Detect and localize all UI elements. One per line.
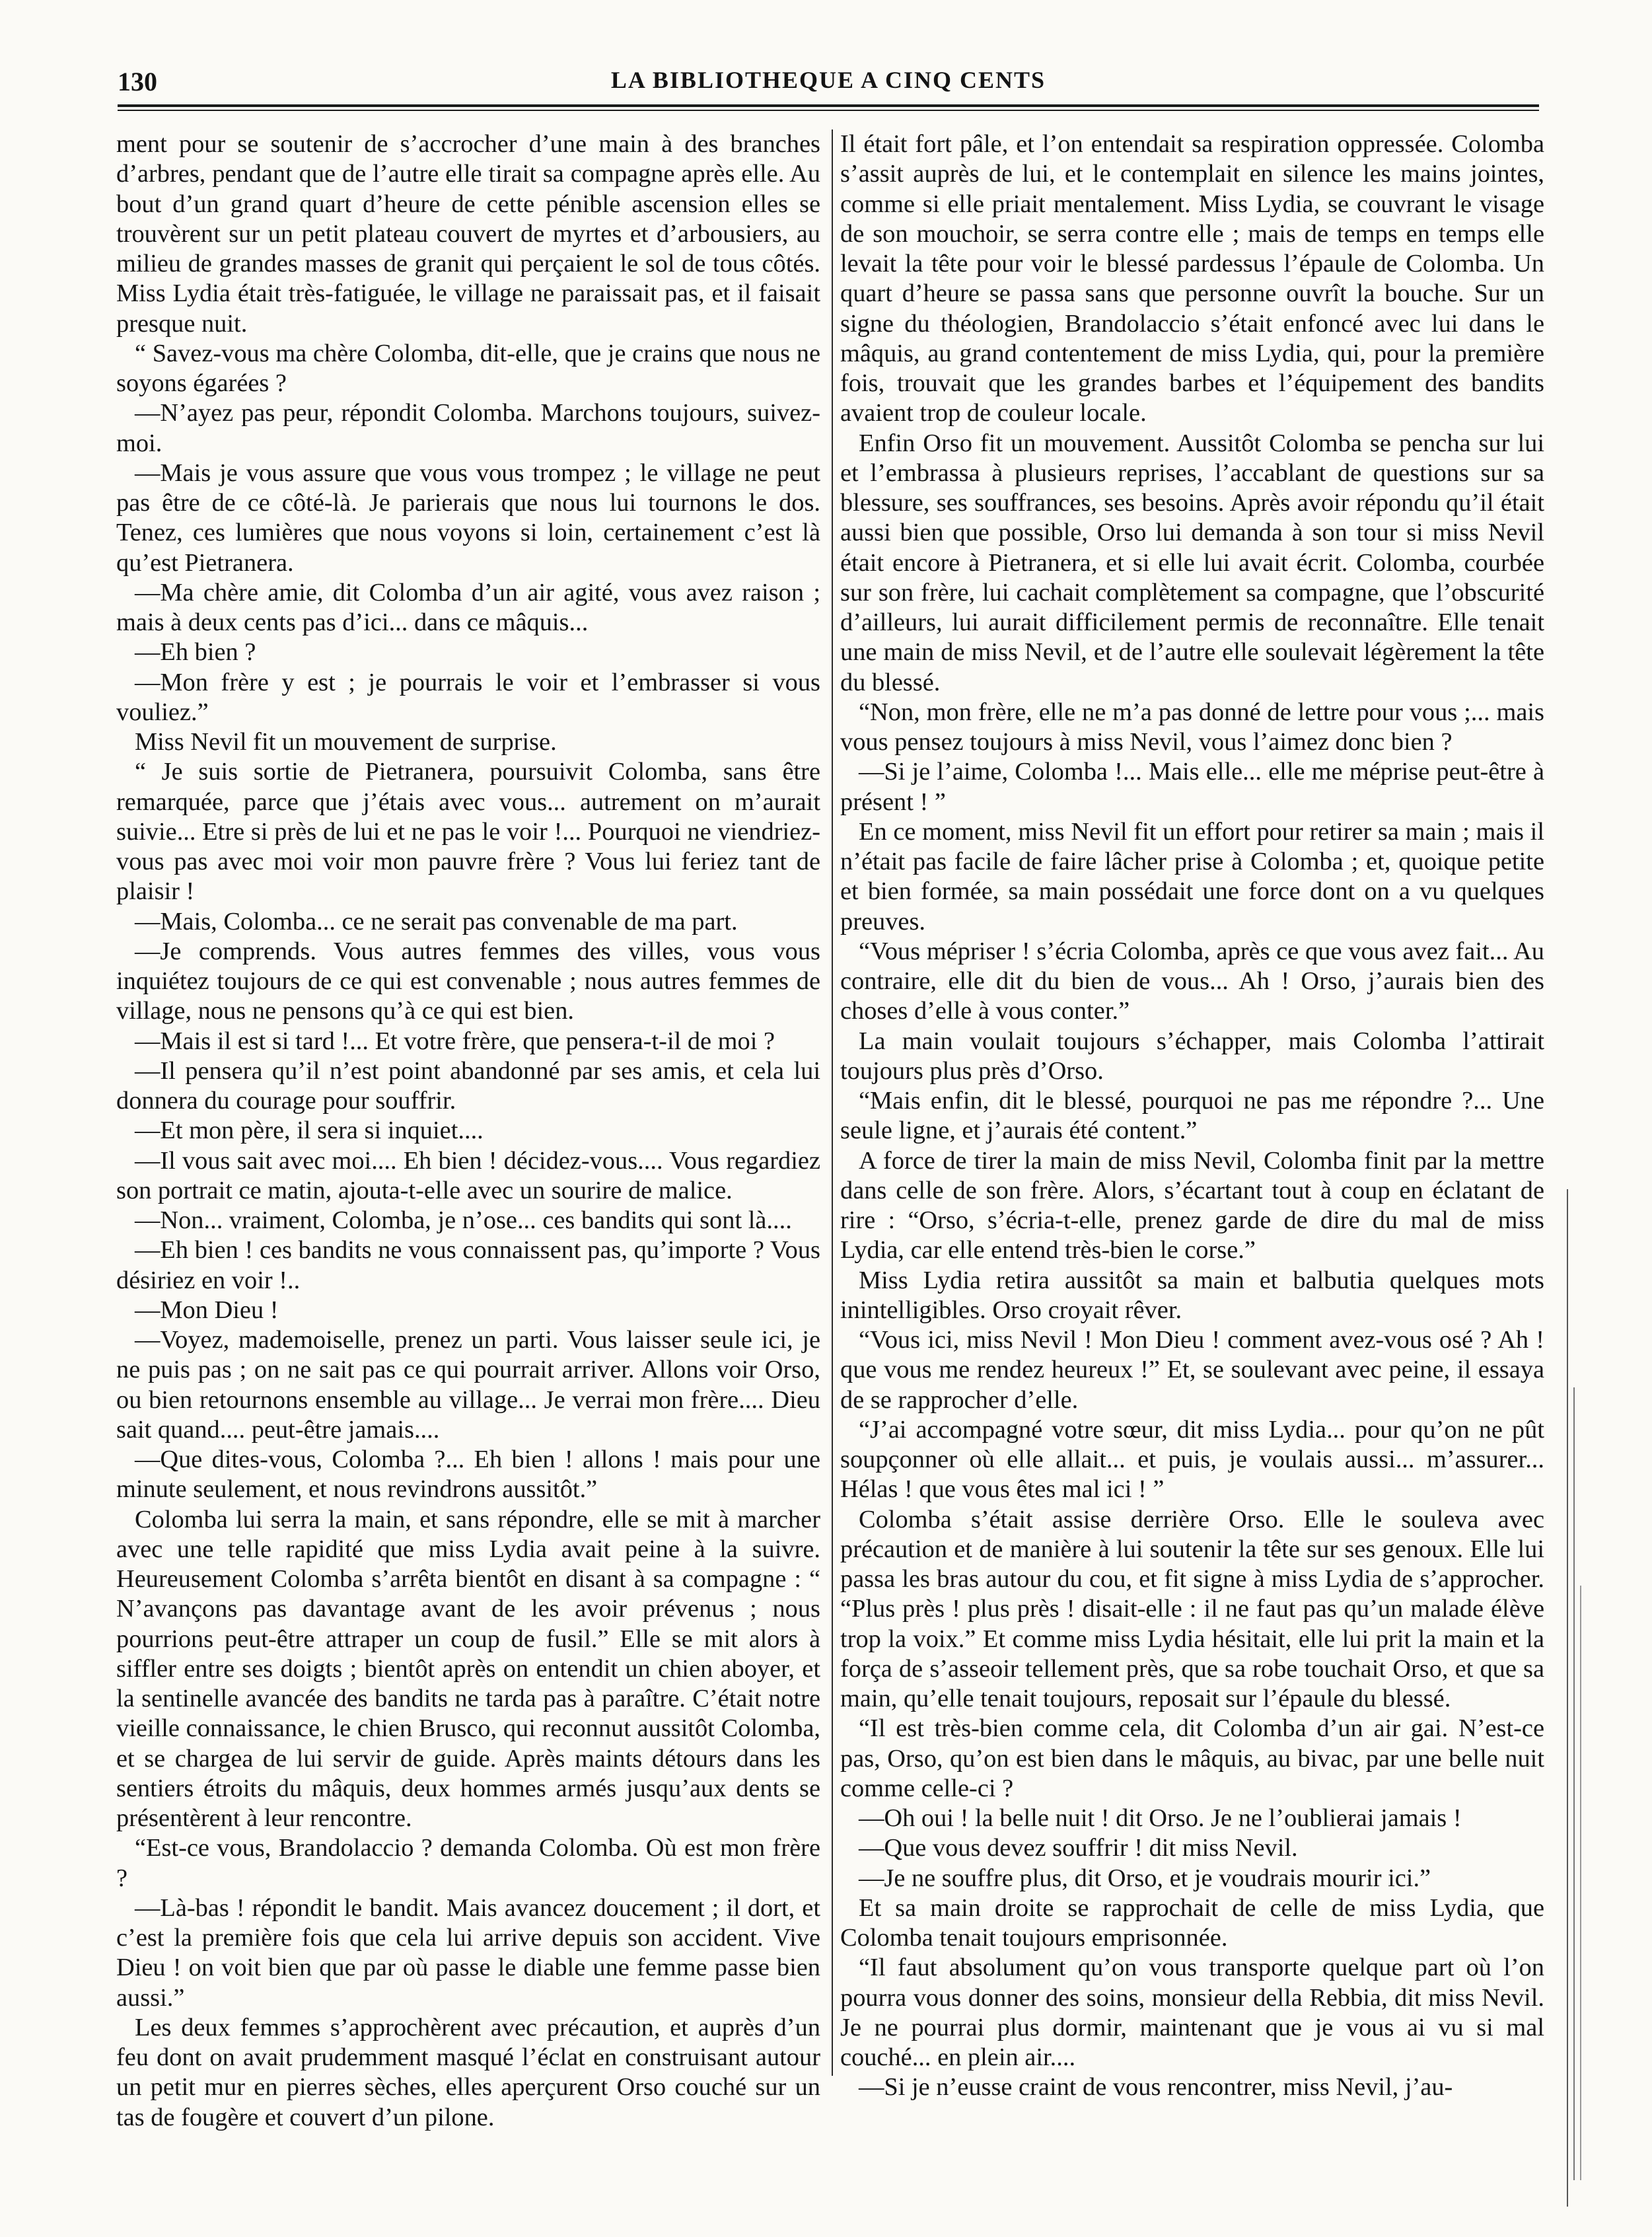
paragraph: “Vous mépriser ! s’écria Colomba, après ce que vous avez fait... Au contraire, elle dit du bien de vous... Ah ! Orso, j’aurais bien des choses d’elle à vous conter.” bbox=[840, 937, 1544, 1025]
right-column bbox=[840, 129, 1544, 2103]
paragraph: —Il pensera qu’il n’est point abandonné par ses amis, et cela lui donnera du courage pour souffrir. bbox=[116, 1056, 820, 1115]
left-column bbox=[116, 129, 820, 2133]
paragraph: —Je comprends. Vous autres femmes des villes, vous vous inquiétez toujours de ce qui est convenable ; nous autres femmes de village, nous ne pensons qu’à ce qui est bien. bbox=[116, 937, 820, 1025]
paragraph: “Mais enfin, dit le blessé, pourquoi ne pas me répondre ?... Une seule ligne, et j’aurais été content.” bbox=[840, 1087, 1544, 1145]
paragraph: —Eh bien ! ces bandits ne vous connaissent pas, qu’importe ? Vous désiriez en voir !.. bbox=[116, 1236, 820, 1294]
paragraph: Enfin Orso fit un mouvement. Aussitôt Colomba se pencha sur lui et l’embrassa à plusieurs reprises, l’accablant de questions sur sa blessure, ses souffrances, ses besoins. Après avoir répondu qu’il était aussi bien que possible, Orso lui demanda à son tour si miss Nevil était encore à Pietranera, et si elle lui avait écrit. Colomba, courbée sur son frère, lui cachait complètement sa compagne, que l’obscurité d’ailleurs, lui aurait difficilement permis de reconnaître. Elle tenait une main de miss Nevil, et de l’autre elle soulevait légèrement la tête du blessé. bbox=[840, 429, 1544, 696]
paragraph: “Vous ici, miss Nevil ! Mon Dieu ! comment avez-vous osé ? Ah ! que vous me rendez heureux !” Et, se soulevant avec peine, il essaya de se rapprocher d’elle. bbox=[840, 1326, 1544, 1414]
paragraph: —Voyez, mademoiselle, prenez un parti. Vous laisser seule ici, je ne puis pas ; on ne sait pas ce qui pourrait arriver. Allons voir Orso, ou bien retournons ensemble au village... Je verrai mon frère.... Dieu sait quand.... peut-être jamais.... bbox=[116, 1326, 820, 1444]
paragraph: —Mais, Colomba... ce ne serait pas convenable de ma part. bbox=[135, 907, 738, 935]
paragraph: —Mais je vous assure que vous vous trompez ; le village ne peut pas être de ce côté-là. Je parierais que nous lui tournons le dos. Tenez, ces lumières que nous voyons si loin, certainement c’est là qu’est Pietranera. bbox=[116, 458, 820, 577]
paragraph: Les deux femmes s’approchèrent avec précaution, et auprès d’un feu dont on avait prudemment masqué l’éclat en construisant autour un petit mur en pierres sèches, elles aperçurent Orso couché sur un tas de fougère et couvert d’un pilone. bbox=[116, 2013, 820, 2131]
paragraph: —Il vous sait avec moi.... Eh bien ! décidez-vous.... Vous regardiez son portrait ce matin, ajouta-t-elle avec un sourire de malice. bbox=[116, 1146, 820, 1204]
paragraph: “Il est très-bien comme cela, dit Colomba d’un air gai. N’est-ce pas, Orso, qu’on est bien dans le mâquis, au bivac, par une belle nuit comme celle-ci ? bbox=[840, 1714, 1544, 1802]
paragraph: La main voulait toujours s’échapper, mais Colomba l’attirait toujours plus près d’Orso. bbox=[840, 1027, 1544, 1085]
paragraph: ment pour se soutenir de s’accrocher d’une main à des branches d’arbres, pendant que de l’autre elle tirait sa compagne après elle. Au bout d’un grand quart d’heure de cette pénible ascension elles se trouvèrent sur un petit plateau couvert de myrtes et d’arbousiers, au milieu de grandes masses de granit qui perçaient le sol de tous côtés. Miss Lydia était très-fatiguée, le village ne paraissait pas, et il faisait presque nuit. bbox=[116, 130, 820, 338]
paragraph: “Il faut absolument qu’on vous transporte quelque part où l’on pourra vous donner des soins, monsieur della Rebbia, dit miss Nevil. Je ne pourrai plus dormir, maintenant que je vous ai vu si mal couché... en plein air.... bbox=[840, 1954, 1544, 2071]
paragraph: —Eh bien ? bbox=[135, 638, 256, 667]
paragraph: —Mais il est si tard !... Et votre frère, que pensera-t-il de moi ? bbox=[135, 1027, 775, 1055]
paragraph: —Oh oui ! la belle nuit ! dit Orso. Je ne l’oublierai jamais ! bbox=[859, 1804, 1462, 1832]
paragraph: Colomba lui serra la main, et sans répondre, elle se mit à marcher avec une telle rapidité que miss Lydia avait peine à la suivre. Heureusement Colomba s’arrêta bientôt en disant à sa compagne : “ N’avançons pas davantage avant de les avoir prévenus ; nous pourrions peut-être attraper un coup de fusil.” Elle se mit alors à siffler entre ses doigts ; bientôt après on entendit un chien aboyer, et la sentinelle avancée des bandits ne tarda pas à paraître. C’était notre vieille connaissance, le chien Brusco, qui reconnut aussitôt Colomba, et se chargea de lui servir de guide. Après maints détours dans les sentiers étroits du mâquis, deux hommes armés jusqu’aux dents se présentèrent à leur rencontre. bbox=[116, 1505, 820, 1832]
running-title: LA BIBLIOTHEQUE A CINQ CENTS bbox=[610, 67, 1046, 93]
paragraph: En ce moment, miss Nevil fit un effort pour retirer sa main ; mais il n’était pas facile de faire lâcher prise à Colomba ; et, quoique petite et bien formée, sa main possédait une force dont on a vu quelques preuves. bbox=[840, 817, 1544, 935]
paragraph: “Non, mon frère, elle ne m’a pas donné de lettre pour vous ;... mais vous pensez toujours à miss Nevil, vous l’aimez donc bien ? bbox=[840, 698, 1544, 756]
paragraph: Miss Lydia retira aussitôt sa main et balbutia quelques mots inintelligibles. Orso croyait rêver. bbox=[840, 1266, 1544, 1324]
paragraph: —Mon Dieu ! bbox=[135, 1296, 279, 1324]
header-rule-thin bbox=[118, 110, 1539, 111]
paragraph: —N’ayez pas peur, répondit Colomba. Marchons toujours, suivez-moi. bbox=[116, 399, 820, 457]
paragraph: —Là-bas ! répondit le bandit. Mais avancez doucement ; il dort, et c’est la première fois que cela lui arrive depuis son accident. Vive Dieu ! on voit bien que par où passe le diable une femme passe bien aussi.” bbox=[116, 1893, 820, 2012]
paragraph: “Est-ce vous, Brandolaccio ? demanda Colomba. Où est mon frère ? bbox=[116, 1834, 820, 1892]
paragraph: —Je ne souffre plus, dit Orso, et je voudrais mourir ici.” bbox=[859, 1864, 1431, 1892]
paragraph: —Non... vraiment, Colomba, je n’ose... ces bandits qui sont là.... bbox=[135, 1206, 792, 1234]
paragraph: —Que dites-vous, Colomba ?... Eh bien ! allons ! mais pour une minute seulement, et nous revindrons aussitôt.” bbox=[116, 1446, 820, 1504]
paragraph: —Si je l’aime, Colomba !... Mais elle... elle me méprise peut-être à présent ! ” bbox=[840, 758, 1544, 816]
paragraph: —Ma chère amie, dit Colomba d’un air agité, vous avez raison ; mais à deux cents pas d’ici... dans ce mâquis... bbox=[116, 578, 820, 636]
paragraph: —Que vous devez souffrir ! dit miss Nevil. bbox=[859, 1834, 1298, 1862]
paragraph: Miss Nevil fit un mouvement de surprise. bbox=[135, 728, 557, 756]
paragraph: “ Savez-vous ma chère Colomba, dit-elle, que je crains que nous ne soyons égarées ? bbox=[116, 339, 820, 397]
column-divider bbox=[832, 129, 833, 2076]
paragraph: Il était fort pâle, et l’on entendait sa respiration oppressée. Colomba s’assit auprès de lui, et le contemplait en silence les mains jointes, comme si elle priait mentalement. Miss Lydia, se couvrant le visage de son mouchoir, se serra contre elle ; mais de temps en temps elle levait la tête pour voir le blessé pardessus l’épaule de Colomba. Un quart d’heure se passa sans que personne ouvrît la bouche. Sur un signe du théologien, Brandolaccio s’était enfoncé avec lui dans le mâquis, au grand contentement de miss Lydia, qui, pour la première fois, trouvait que les grandes barbes et l’équipement des bandits avaient trop de couleur locale. bbox=[840, 130, 1544, 427]
paragraph: —Et mon père, il sera si inquiet.... bbox=[135, 1117, 484, 1145]
paragraph: —Si je n’eusse craint de vous rencontrer, miss Nevil, j’au- bbox=[859, 2073, 1453, 2102]
paragraph: “J’ai accompagné votre sœur, dit miss Lydia... pour qu’on ne pût soupçonner où elle allait... et puis, je voulais aussi... m’assurer... Hélas ! que vous êtes mal ici ! ” bbox=[840, 1415, 1544, 1504]
paragraph: A force de tirer la main de miss Nevil, Colomba finit par la mettre dans celle de son frère. Alors, s’écartant tout à coup en éclatant de rire : “Orso, s’écria-t-elle, prenez garde de dire du mal de miss Lydia, car elle entend très-bien le corse.” bbox=[840, 1146, 1544, 1265]
page-header bbox=[118, 66, 1539, 99]
binding-edge-line bbox=[1580, 1586, 1581, 2180]
paragraph: “ Je suis sortie de Pietranera, poursuivit Colomba, sans être remarquée, parce que j’étais avec vous... autrement on m’aurait suivie... Etre si près de lui et ne pas le voir !... Pourquoi ne viendriez-vous pas avec moi voir mon pauvre frère ? Vous lui feriez tant de plaisir ! bbox=[116, 758, 820, 906]
binding-edge-line bbox=[1567, 1189, 1568, 2207]
page-number: 130 bbox=[118, 67, 157, 96]
header-rule bbox=[118, 104, 1539, 107]
binding-edge-line bbox=[1573, 1387, 1575, 2180]
paragraph: Colomba s’était assise derrière Orso. Elle le souleva avec précaution et de manière à lui soutenir la tête sur ses genoux. Elle lui passa les bras autour du cou, et fit signe à miss Lydia de s’approcher. “Plus près ! plus près ! disait-elle : il ne faut pas qu’un malade élève trop la voix.” Et comme miss Lydia hésitait, elle lui prit la main et la força de s’asseoir tellement près, que sa robe touchait Orso, et que sa main, qu’elle tenait toujours, reposait sur l’épaule du blessé. bbox=[840, 1505, 1544, 1712]
paragraph: Et sa main droite se rapprochait de celle de miss Lydia, que Colomba tenait toujours emprisonnée. bbox=[840, 1893, 1544, 1952]
paragraph: —Mon frère y est ; je pourrais le voir et l’embrasser si vous vouliez.” bbox=[116, 668, 820, 726]
